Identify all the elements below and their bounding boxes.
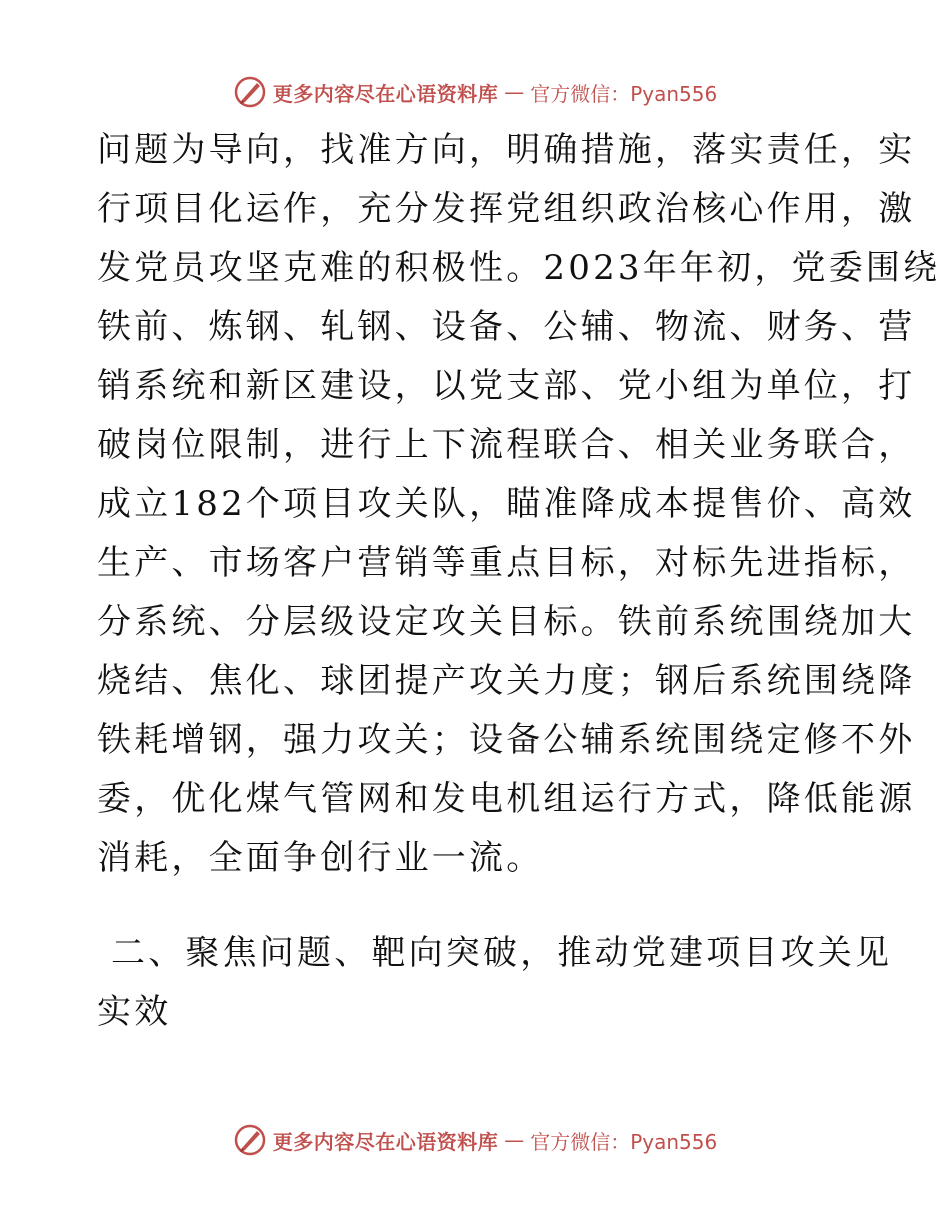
red-quill-pen-logo-icon [233, 75, 267, 109]
banner-separator: — [504, 1128, 525, 1152]
banner-wechat-text: 官方微信：Pyan556 [530, 81, 718, 106]
banner-main-text: 更多内容尽在心语资料库 [272, 81, 499, 106]
section-heading [97, 924, 893, 1042]
body-paragraph [97, 121, 941, 888]
paragraph-line: 分系统、分层级设定攻关目标。铁前系统围绕加大 [97, 602, 916, 642]
paragraph-line: 发党员攻坚克难的积极性。2023年年初，党委围绕 [97, 248, 941, 288]
heading-line: 实效 [97, 992, 172, 1032]
paragraph-line: 破岗位限制，进行上下流程联合、相关业务联合， [97, 425, 916, 465]
paragraph-line: 行项目化运作，充分发挥党组织政治核心作用，激 [97, 189, 916, 229]
paragraph-line: 铁前、炼钢、轧钢、设备、公辅、物流、财务、营 [97, 307, 916, 347]
paragraph-line: 销系统和新区建设，以党支部、党小组为单位，打 [97, 366, 916, 406]
footer-watermark-banner [0, 1120, 950, 1160]
paragraph-line: 消耗，全面争创行业一流。 [97, 838, 544, 878]
paragraph-line: 问题为导向，找准方向，明确措施，落实责任，实 [97, 130, 916, 170]
header-watermark-banner [0, 72, 950, 112]
banner-wechat-text: 官方微信：Pyan556 [530, 1129, 718, 1154]
heading-line: 二、聚焦问题、靶向突破，推动党建项目攻关见 [97, 933, 893, 973]
banner-separator: — [504, 80, 525, 104]
paragraph-line: 生产、市场客户营销等重点目标，对标先进指标， [97, 543, 916, 583]
document-body [97, 121, 941, 1042]
paragraph-line: 委，优化煤气管网和发电机组运行方式，降低能源 [97, 779, 916, 819]
paragraph-line: 成立182个项目攻关队，瞄准降成本提售价、高效 [97, 484, 916, 524]
banner-main-text: 更多内容尽在心语资料库 [272, 1129, 499, 1154]
red-quill-pen-logo-icon [233, 1123, 267, 1157]
paragraph-line: 铁耗增钢，强力攻关；设备公辅系统围绕定修不外 [97, 720, 916, 760]
paragraph-line: 烧结、焦化、球团提产攻关力度；钢后系统围绕降 [97, 661, 916, 701]
